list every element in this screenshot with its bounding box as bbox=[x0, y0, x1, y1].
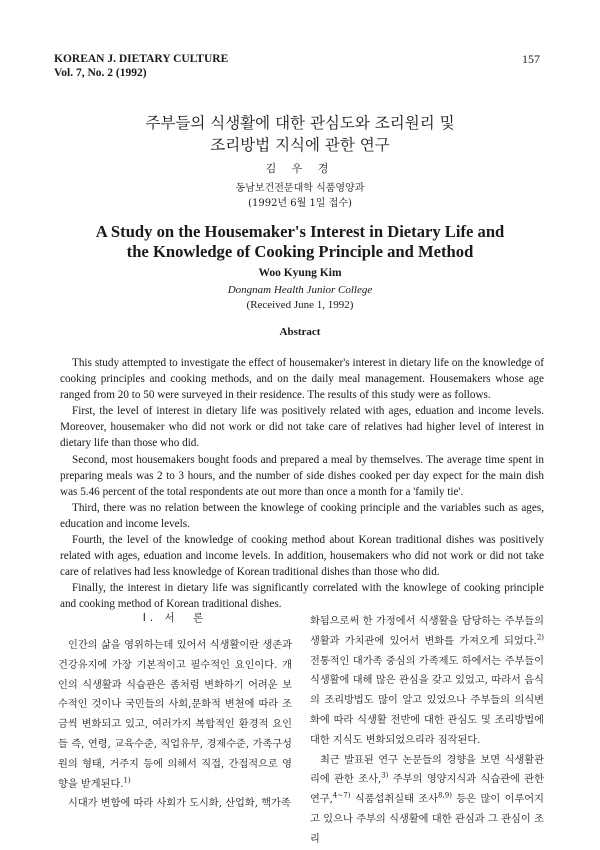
body-text: 최근 발표된 연구 논문들의 경향을 보면 식생활관리에 관한 조사, bbox=[310, 754, 544, 786]
korean-title-line2: 조리방법 지식에 관한 연구 bbox=[210, 136, 390, 154]
korean-author: 김 우 경 bbox=[265, 162, 335, 175]
abstract-paragraph: First, the level of interest in dietary life was positively related with ages, eduation and income levels. Moreover, housemaker who did not work or did not take care of relatives had higher level of interest in dietary life than those who did. bbox=[60, 405, 544, 450]
body-paragraph bbox=[58, 636, 292, 794]
body-text: 주부의 영양지식과 식습관에 관한 연구, bbox=[310, 774, 544, 806]
section-heading-introduction: I. 서 론 bbox=[142, 612, 208, 624]
korean-received-date: (1992년 6월 1일 접수) bbox=[248, 198, 352, 209]
body-left-column bbox=[58, 610, 292, 814]
korean-affiliation-block bbox=[0, 181, 600, 211]
abstract-paragraph: Second, most housemakers bought foods and prepared a meal by themselves. The average time spent in preparing meals was 2 to 3 hours, and the number of side dishes cooked per day expect for the main dish was 5.46 percent of the total respondents ate out more than once a month for a 'family tie'. bbox=[60, 453, 544, 498]
body-paragraph bbox=[310, 612, 544, 751]
journal-header bbox=[54, 52, 228, 80]
english-title-line1: A Study on the Housemaker's Interest in Dietary Life and bbox=[95, 222, 505, 241]
body-text: 등은 많이 이루어지고 있으나 주부의 식생활에 대한 관심과 그 관심이 조리 bbox=[310, 794, 544, 845]
abstract-paragraph: This study attempted to investigate the effect of housemaker's interest in dietary life on the knowledge of cooking principles and cooking methods, and on the daily meal management. Housemakers whose age ranged from 20 to 50 were surveyed in their residence. The results of this study were as follows. bbox=[60, 357, 544, 402]
body-right-column bbox=[310, 612, 544, 850]
abstract-paragraph: Fourth, the level of the knowledge of cooking method about Korean traditional dishes was positively related with ages, eduation and income levels. In addition, housemakers who did not work or did not take care of relatives had less knowledge of Korean traditional dishes than those who did. bbox=[60, 534, 544, 579]
body-paragraph bbox=[310, 751, 544, 850]
korean-affiliation: 동남보건전문대학 식품영양과 bbox=[235, 183, 365, 194]
english-affiliation: Dongnam Health Junior College bbox=[227, 284, 373, 296]
citation-ref: 1) bbox=[123, 776, 131, 785]
citation-ref: 3) bbox=[381, 771, 389, 780]
body-text: 인간의 삶을 영위하는데 있어서 식생활이란 생존과 건강유지에 가장 기본적이고 필수적인 요인이다. 개인의 식생활과 식습관은 좀처럼 변화하기 어려운 보수적인 것이나 국민들의 사회,문화적 변천에 따라 조금씩 변화되고 있고, 여러가지 복합적인 환경적 요인들 즉, 연령, 교육수준, 직업유무, 경제수준, 가족구성원의 형태, 거주지 등에 의해서 직접, 간접적으로 영향을 받게된다. bbox=[58, 640, 292, 790]
page-number: 157 bbox=[522, 52, 540, 66]
citation-ref: 8,9) bbox=[438, 791, 452, 800]
abstract-paragraph: Finally, the interest in dietary life was significantly correlated with the knowlege of cooking principle and cooking method of Korean traditional dishes. bbox=[60, 582, 544, 611]
body-text: 전통적인 대가족 중심의 가족제도 하에서는 주부들이 식생활에 대해 많은 관심을 갖고 있었고, 따라서 음식의 조리방법도 많이 알고 있었으나 주부들의 의식변화에 따라 식생활 전반에 대한 관심도 및 조리방법에 대한 지식도 변화되었으리라 짐작된다. bbox=[310, 655, 544, 746]
body-text: 화됨으로써 한 가정에서 식생활을 담당하는 주부들의 생활과 가치관에 있어서 변화를 가져오게 되었다. bbox=[310, 616, 544, 647]
body-text: 식품섭취실태 조사 bbox=[350, 794, 439, 806]
english-title-line2: the Knowledge of Cooking Principle and Method bbox=[126, 242, 474, 261]
abstract-body bbox=[60, 355, 544, 613]
english-affiliation-block bbox=[0, 283, 600, 313]
journal-issue: Vol. 7, No. 2 (1992) bbox=[54, 67, 147, 79]
abstract-heading: Abstract bbox=[279, 326, 321, 338]
citation-ref: 4~7) bbox=[332, 791, 351, 800]
english-received-date: (Received June 1, 1992) bbox=[246, 299, 354, 311]
journal-name: KOREAN J. DIETARY CULTURE bbox=[54, 53, 229, 65]
citation-ref: 2) bbox=[536, 633, 544, 642]
korean-title-line1: 주부들의 식생활에 대한 관심도와 조리원리 및 bbox=[145, 114, 455, 132]
abstract-paragraph: Third, there was no relation between the knowlege of cooking principle and the variables such as ages, education and income levels. bbox=[60, 501, 544, 530]
body-paragraph: 시대가 변함에 따라 사회가 도시화, 산업화, 핵가족 bbox=[68, 798, 291, 810]
english-title bbox=[0, 222, 600, 262]
korean-title bbox=[0, 112, 600, 156]
english-author: Woo Kyung Kim bbox=[258, 267, 342, 279]
